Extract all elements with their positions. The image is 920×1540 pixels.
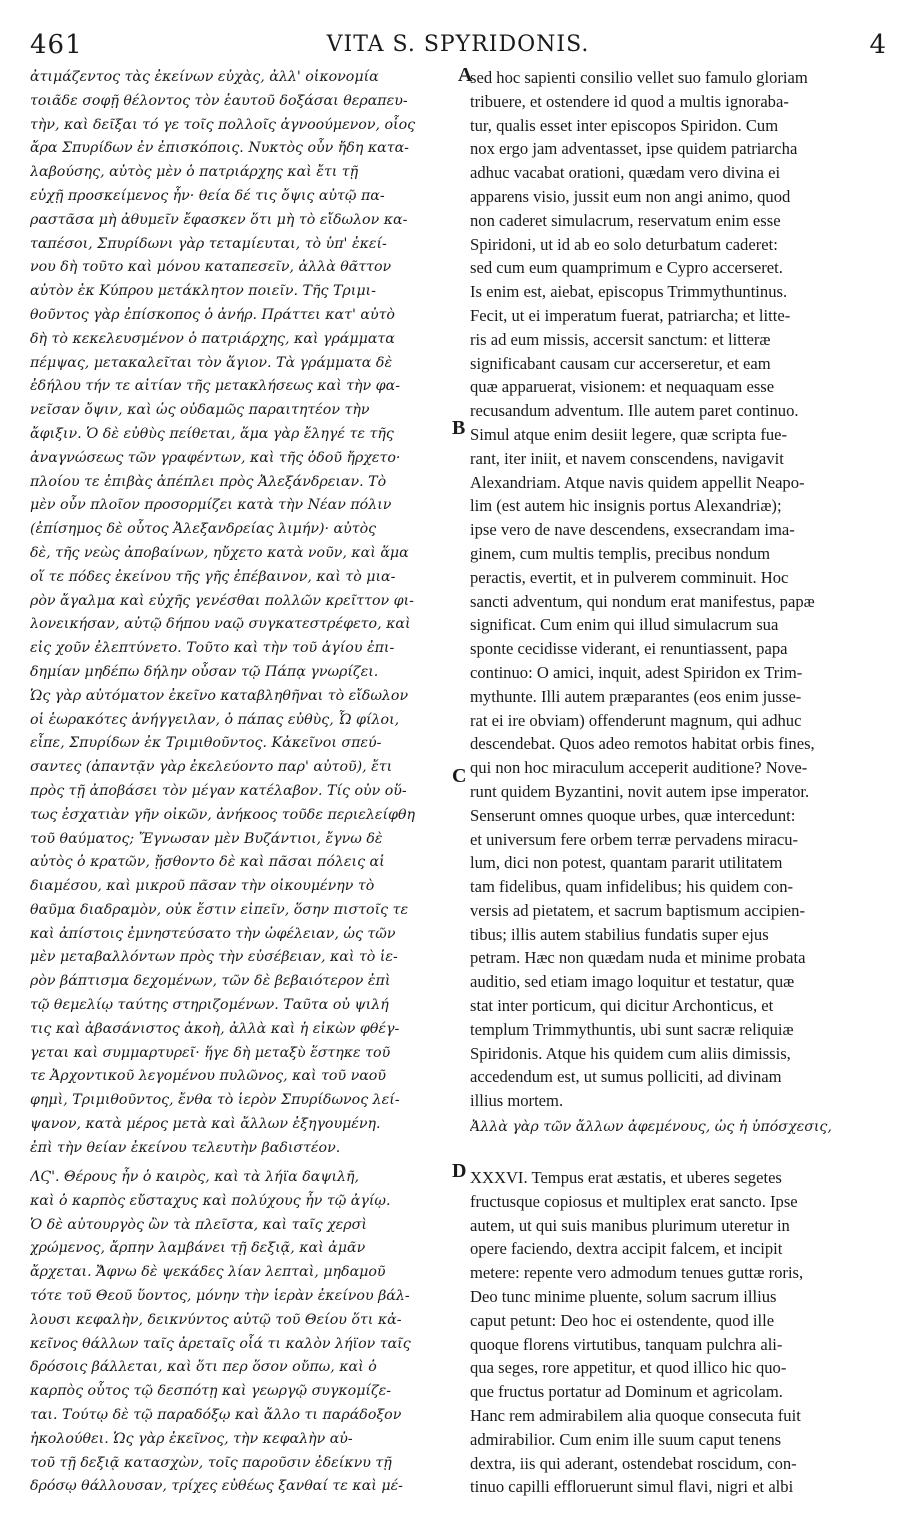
greek-text-line: τις καὶ ἀβασάνιστος ἀκοὴ, ἀλλὰ καὶ ἡ εἰκὼν φθέγ- bbox=[30, 1020, 400, 1037]
greek-text-line: τοιᾶδε σοφῇ θέλοντος τὸν ἑαυτοῦ δοξάσαι θεραπευ- bbox=[30, 92, 408, 109]
latin-text-line: fructusque copiosus et multiplex erat sancto. Ipse bbox=[470, 1191, 798, 1211]
greek-text-line: λονεικήσαν, αὐτῷ δήπου ναῷ συγκατεστρέφετο, καὶ bbox=[30, 616, 411, 633]
running-header bbox=[30, 30, 886, 60]
greek-text-line: τοῦ τῇ δεξιᾷ κατασχὼν, τοῖς παροῦσιν ἐδείκνυ τῇ bbox=[30, 1454, 392, 1471]
latin-text-line: Spiridonis. Atque his quidem cum aliis dimissis, bbox=[470, 1043, 791, 1063]
latin-text-line: peractis, evertit, et in pulverem comminuit. Hoc bbox=[470, 567, 789, 587]
greek-text-line: λουσι κεφαλὴν, δεικνύντος αὐτῷ τοῦ Θείου ὅτι κἀ- bbox=[30, 1311, 402, 1328]
greek-text-line: πρὸς τῇ ἀποβάσει τὸν μέγαν κατέλαβον. Τίς οὐν οὕ- bbox=[30, 782, 407, 799]
greek-text-line: τὴν, καὶ δεῖξαι τό γε τοῖς πολλοῖς ἀγνοούμενον, οἷος bbox=[30, 116, 416, 133]
greek-text-line: ἀναγνώσεως τῶν γραφέντων, καὶ τῆς ὁδοῦ ἤρχετο· bbox=[30, 449, 401, 466]
latin-text-line: auditio, sed etiam imago loquitur et testatur, quæ bbox=[470, 972, 795, 992]
greek-text-line: τότε τοῦ Θεοῦ ὕοντος, μόνην τὴν ἱερὰν ἐκείνου βάλ- bbox=[30, 1287, 410, 1304]
latin-column-upper bbox=[470, 66, 886, 1116]
latin-text-line: ginem, cum multis templis, precibus nondum bbox=[470, 543, 771, 563]
greek-text-line: (ἐπίσημος δὲ οὗτος Ἀλεξανδρείας λιμήν)· αὐτὸς bbox=[30, 521, 377, 538]
latin-text-line: significabant causam cur accerseretur, et eam bbox=[470, 353, 771, 373]
greek-text-line: διαμέσου, καὶ μικροῦ πᾶσαν τὴν οἰκουμένην τὸ bbox=[30, 878, 375, 895]
latin-text-line: illius mortem. bbox=[470, 1091, 564, 1111]
greek-text-line: ταπέσοι, Σπυρίδωνι γὰρ τεταμίευται, τὸ ὑπ' ἐκεί- bbox=[30, 235, 387, 252]
latin-text-line: tur, qualis esset inter episcopos Spiridon. Cum bbox=[470, 115, 779, 135]
latin-text-line: apparens visio, jussit eum non angi animo, quod bbox=[470, 186, 791, 206]
greek-text-line: σαντες (ἀπαντᾷν γὰρ ἐκελεύοντο παρ' αὐτοῦ), ἔτι bbox=[30, 759, 393, 776]
greek-text-line: θοῦντος γὰρ ἐπίσκοπος ὁ ἀνήρ. Πράττει κατ' αὐτὸ bbox=[30, 306, 395, 323]
greek-text-line: φημὶ, Τριμιθοῦντος, ἔνθα τὸ ἱερὸν Σπυρίδωνος λεί- bbox=[30, 1092, 400, 1109]
running-title: VITA S. SPYRIDONIS. bbox=[326, 32, 590, 57]
greek-note: Ἀλλὰ γὰρ τῶν ἄλλων ἀφεμένους, ὡς ἡ ὑπόσχεσις, bbox=[470, 1119, 832, 1135]
greek-text-line: ρὸν βάπτισμα δεχομένων, τῶν δὲ βεβαιότερον ἐπὶ bbox=[30, 973, 391, 990]
greek-text-line: αὐτὸς ὁ κρατῶν, ᾔσθοντο δὲ καὶ πᾶσαι πόλεις αἱ bbox=[30, 854, 385, 871]
latin-text-line: lim (est autem hic insignis portus Alexandriæ); bbox=[470, 496, 782, 516]
greek-text-line: ἀτιμάζεντος τὰς ἐκείνων εὐχὰς, ἀλλ' οἰκονομία bbox=[30, 69, 379, 85]
greek-text-line: αὐτὸν ἐκ Κύπρου μετάκλητον ποιεῖν. Τῆς Τριμι- bbox=[30, 283, 376, 300]
latin-text-line: Is enim est, aiebat, episcopus Trimmythuntinus. bbox=[470, 282, 788, 302]
latin-text-line: que fructus portatur ad Dominum et agricolam. bbox=[470, 1382, 783, 1402]
greek-text-line: οἵ τε πόδες ἐκείνου τῆς γῆς ἐπέβαινον, καὶ τὸ μια- bbox=[30, 568, 396, 585]
greek-column-lower bbox=[30, 1166, 456, 1502]
latin-text-line: Alexandriam. Atque navis quidem appellit Neapo- bbox=[470, 472, 805, 492]
greek-text-line: ραστᾶσα μὴ ἀθυμεῖν ἔφασκεν ὅτι μὴ τὸ εἴδωλον κα- bbox=[30, 211, 408, 228]
latin-text-line: Simul atque enim desiit legere, quæ scripta fue- bbox=[470, 424, 788, 444]
latin-text-line: Hanc rem admirabilem alia quoque consecuta fuit bbox=[470, 1405, 801, 1425]
latin-text-line: tinuo capilli effloruerunt simul flavi, nigri et albi bbox=[470, 1477, 794, 1497]
greek-text-line: λαβούσης, αὐτὸς μὲν ὁ πατριάρχης καὶ ἔτι τῇ bbox=[30, 164, 359, 181]
latin-text-line: tribuere, et ostendere id quod a multis ignoraba- bbox=[470, 91, 789, 111]
greek-text-line: Ὡς γὰρ αὐτόματον ἐκεῖνο καταβληθῆναι τὸ εἴδωλον bbox=[30, 687, 409, 704]
greek-text-line: πέμψας, μετακαλεῖται τὸν ἅγιον. Τὰ γράμματα δὲ bbox=[30, 354, 393, 371]
greek-text-line: τοῦ θαύματος; Ἔγνωσαν μὲν Βυζάντιοι, ἔγνω δὲ bbox=[30, 830, 383, 847]
greek-text-line: τε Ἀρχοντικοῦ λεγομένου πυλῶνος, καὶ τοῦ ναοῦ bbox=[30, 1068, 386, 1085]
greek-text-line: μὲν οὖν πλοῖον προσορμίζει κατὰ τὴν Νέαν πόλιν bbox=[30, 497, 392, 514]
greek-text-line: εἶπε, Σπυρίδων ἐκ Τριμιθοῦντος. Κἀκεῖνοι σπεύ- bbox=[30, 735, 382, 752]
margin-letter-d: D bbox=[452, 1160, 467, 1182]
greek-text-line: ἠκολούθει. Ὡς γὰρ ἐκεῖνος, τὴν κεφαλὴν αὐ- bbox=[30, 1430, 353, 1447]
page-number-right: 4 bbox=[869, 30, 886, 60]
latin-text-line: continuo: O amici, inquit, adest Spiridon ex Trim- bbox=[470, 662, 803, 682]
greek-text-line: καὶ ὁ καρπὸς εὔσταχυς καὶ πολύχους ἦν τῷ ἁγίῳ. bbox=[30, 1192, 391, 1209]
greek-text-line: τῷ θεμελίῳ ταύτης στηριζομένων. Ταῦτα οὐ ψιλή bbox=[30, 997, 389, 1014]
latin-text-line: Deo tunc minime pluente, solum sacrum illius bbox=[470, 1286, 777, 1306]
latin-text-line: opere faciendo, dextra accipit falcem, et incipit bbox=[470, 1239, 783, 1259]
latin-text-line: quoque florens virtutibus, tanquam pulchra ali- bbox=[470, 1334, 783, 1354]
greek-text-line: δρόσοις βάλλεται, καὶ ὅτι περ ὅσον οὔπω, καὶ ὁ bbox=[30, 1359, 377, 1376]
latin-text-line: admirabilior. Cum enim ille suum caput tenens bbox=[470, 1429, 782, 1449]
latin-text-line: Senserunt omnes quoque urbes, quæ intercedunt: bbox=[470, 805, 796, 825]
latin-text-line: mythunte. Illi autem præparantes (eos enim jusse- bbox=[470, 686, 802, 706]
greek-text-line: χρώμενος, ἄρπην λαμβάνει τῇ δεξιᾷ, καὶ ἀμᾶν bbox=[30, 1240, 366, 1257]
greek-text-line: δὲ, τῆς νεὼς ἀποβαίνων, ηὔχετο κατὰ νοῦν, καὶ ἅμα bbox=[30, 544, 409, 561]
greek-text-line: ἐδήλου τήν τε αἰτίαν τῆς μετακλήσεως καὶ τὴν φα- bbox=[30, 378, 400, 395]
latin-text-line: metere: repente vero admodum tenues guttæ roris, bbox=[470, 1263, 804, 1283]
latin-text-line: recusandum adventum. Ille autem paret continuo. bbox=[470, 401, 799, 421]
latin-text-line: Spiridoni, ut id ab eo solo deturbatum caderet: bbox=[470, 234, 778, 254]
latin-text-line: dextra, iis qui aderant, ostendebat roscidum, con- bbox=[470, 1453, 797, 1473]
greek-text-line: δημίαν μηδέπω δήλην οὖσαν τῷ Πάπᾳ γνωρίζει. bbox=[30, 663, 379, 680]
greek-text-line: εἰς χοῦν ἐλεπτύνετο. Τοῦτο καὶ τὴν τοῦ ἁγίου ἐπι- bbox=[30, 640, 395, 657]
latin-text-line: sponte cecidisse viderant, ei renuntiassent, papa bbox=[470, 639, 788, 659]
latin-text-line: rant, iter iniit, et navem conscendens, navigavit bbox=[470, 448, 784, 468]
greek-text-line: μὲν μεταβαλλόντων πρὸς τὴν εὐσέβειαν, καὶ τὸ ἱε- bbox=[30, 949, 398, 966]
greek-text-line: δὴ τὸ κεκελευσμένον ὁ πατριάρχης, καὶ γράμματα bbox=[30, 330, 395, 347]
greek-text-line: κεῖνος θάλλων ταῖς ἀρεταῖς οἷά τι καλὸν λήϊον ταῖς bbox=[30, 1335, 411, 1352]
latin-text-line: versis ad pietatem, et sacrum baptismum accipien- bbox=[470, 900, 805, 920]
latin-text-line: XXXVI. Tempus erat æstatis, et uberes segetes bbox=[470, 1168, 782, 1187]
greek-column-upper bbox=[30, 66, 456, 1166]
greek-text-line: ἄρχεται. Ἄφνω δὲ ψεκάδες λίαν λεπταὶ, μηδαμοῦ bbox=[30, 1264, 386, 1281]
greek-text-line: ἐπὶ τὴν θείαν ἐκείνου τελευτὴν βαδιστέον. bbox=[30, 1139, 341, 1156]
latin-text-line: caput petunt: Deo hoc ei ostendente, quod ille bbox=[470, 1310, 775, 1330]
greek-text-line: καὶ ἀπίστοις ἐμνηστεύσατο τὴν ὠφέλειαν, ὡς τῶν bbox=[30, 925, 396, 942]
page-number-left: 461 bbox=[30, 30, 83, 60]
greek-text-line: ψανον, κατὰ μέρος μετὰ καὶ ἄλλων ἐξηγουμένη. bbox=[30, 1116, 381, 1133]
greek-text-line: εὐχῇ προσκείμενος ἦν· θεία δέ τις ὄψις αὐτῷ πα- bbox=[30, 187, 385, 204]
greek-text-line: πλοίου τε ἐπιβὰς ἀπέπλει πρὸς Ἀλεξάνδρειαν. Τὸ bbox=[30, 473, 387, 490]
greek-text-line: γεται καὶ συμμαρτυρεῖ· ἥγε δὴ μεταξὺ ἕστηκε τοῦ bbox=[30, 1044, 391, 1061]
latin-text-line: rat ei ire obviam) offenderunt magnum, qui adhuc bbox=[470, 710, 802, 730]
greek-text-line: Ὁ δὲ αὐτουργὸς ὢν τὰ πλεῖστα, καὶ ταῖς χερσὶ bbox=[30, 1216, 367, 1233]
greek-text-line: δρόσῳ θάλλουσαν, τρίχες εὐθέως ξανθαί τε καὶ μέ- bbox=[30, 1478, 403, 1495]
latin-text-line: qua seges, rore appetitur, et quod illico hic quo- bbox=[470, 1358, 787, 1378]
margin-letter-b: B bbox=[452, 417, 466, 439]
latin-text-line: descendebat. Quos adeo remotos habitat orbis fines, bbox=[470, 734, 815, 754]
latin-text-line: templum Trimmythuntis, ubi sunt sacræ reliquiæ bbox=[470, 1019, 794, 1039]
greek-text-line: νεῖσαν ὄψιν, καὶ ὡς οὐδαμῶς παραιτητέον τὴν bbox=[30, 402, 370, 419]
latin-text-line: petram. Hæc non quædam nuda et minime probata bbox=[470, 948, 806, 968]
latin-text-line: nox ergo jam adventasset, ipse quidem patriarcha bbox=[470, 139, 798, 159]
latin-text-line: tam fidelibus, quam infidelibus; his quidem con- bbox=[470, 877, 794, 897]
greek-text-line: καρπὸς οὗτος τῷ δεσπότῃ καὶ γεωργῷ συγκομίζε- bbox=[30, 1383, 392, 1400]
latin-text-line: significat. Cum enim qui illud simulacrum sua bbox=[470, 615, 779, 635]
latin-text-line: sancti adventum, qui nondum erat manifestus, papæ bbox=[470, 591, 815, 611]
greek-transition-line bbox=[470, 1116, 886, 1140]
latin-text-line: tibus; illis autem stabilius fundatis super ejus bbox=[470, 924, 769, 944]
latin-text-line: runt quidem Byzantini, novit autem ipse imperator. bbox=[470, 781, 810, 801]
latin-text-line: ipse vero de nave descendens, exsecrandam ima- bbox=[470, 520, 795, 540]
greek-text-line: ΛϚ'. Θέρους ἦν ὁ καιρὸς, καὶ τὰ λήϊα δαψιλῆ, bbox=[30, 1169, 360, 1185]
greek-text-line: ρὸν ἄγαλμα καὶ εὐχῆς γενέσθαι πολλῶν κρεῖττον φι- bbox=[30, 592, 414, 609]
greek-text-line: νου δὴ τοῦτο καὶ μόνου καταπεσεῖν, ἀλλὰ θᾶττον bbox=[30, 259, 392, 276]
latin-text-line: qui non hoc miraculum acceperit auditione? Nove- bbox=[470, 758, 808, 778]
greek-text-line: οἱ ἑωρακότες ἀνήγγειλαν, ὁ πάπας εὐθὺς, Ὦ φίλοι, bbox=[30, 711, 400, 728]
greek-text-line: ἄρα Σπυρίδων ἐν ἐπισκόποις. Νυκτὸς οὖν ἤδη κατα- bbox=[30, 140, 409, 157]
greek-text-line: ἄφιξιν. Ὁ δὲ εὐθὺς πείθεται, ἅμα γὰρ ἔληγέ τε τῆς bbox=[30, 425, 394, 442]
latin-column-lower bbox=[470, 1166, 886, 1502]
latin-text-line: lum, dici non potest, quantam pararit utilitatem bbox=[470, 853, 783, 873]
latin-text-line: quæ apparuerat, visionem: et nequaquam esse bbox=[470, 377, 775, 397]
latin-text-line: sed hoc sapienti consilio vellet suo famulo gloriam bbox=[470, 68, 808, 87]
margin-letter-a: A bbox=[458, 64, 473, 86]
greek-text-line: θαῦμα διαδραμὸν, οὐκ ἔστιν εἰπεῖν, ὅσην πιστοῖς τε bbox=[30, 901, 409, 918]
greek-text-line: ται. Τούτῳ δὲ τῷ παραδόξῳ καὶ ἄλλο τι παράδοξον bbox=[30, 1406, 402, 1423]
latin-text-line: adhuc vacabat orationi, quædam vero divina ei bbox=[470, 163, 781, 183]
latin-text-line: non caderet simulacrum, reservatum enim esse bbox=[470, 210, 781, 230]
latin-text-line: Fecit, ut ei imperatum fuerat, patriarcha; et litte- bbox=[470, 305, 791, 325]
latin-text-line: autem, ut qui suis manibus plurimum uteretur in bbox=[470, 1215, 790, 1235]
margin-letter-c: C bbox=[452, 765, 467, 787]
latin-text-line: et universum fere orbem terræ pervadens miracu- bbox=[470, 829, 799, 849]
latin-text-line: stat inter porticum, qui dicitur Archonticus, et bbox=[470, 996, 774, 1016]
greek-text-line: τως ἐσχατιὰν γῆν οἰκῶν, ἀνήκοος τοῦδε περιελείφθη bbox=[30, 806, 416, 823]
latin-text-line: sed cum eum quamprimum e Cypro accerseret. bbox=[470, 258, 783, 278]
latin-text-line: ris ad eum missis, accersit sanctum: et litteræ bbox=[470, 329, 771, 349]
latin-text-line: accedendum est, ut sumus polliciti, ad divinam bbox=[470, 1067, 782, 1087]
